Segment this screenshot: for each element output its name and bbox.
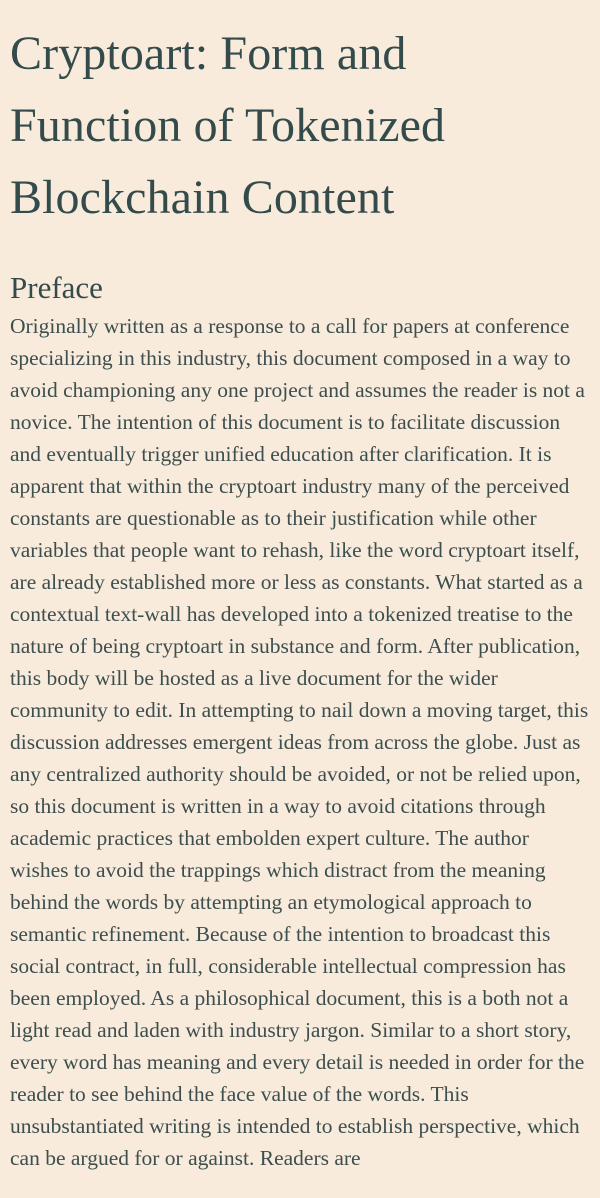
preface-section [10, 268, 590, 1174]
document-title: Cryptoart: Form and Function of Tokenized Blockchain Content [10, 27, 446, 224]
section-heading-preface: Preface [10, 270, 103, 305]
preface-paragraph: Originally written as a response to a call for papers at conference specializing in this industry, this document composed in a way to avoid championing any one project and assumes the reader is not a novice. The intention of this document is to facilitate discussion and eventually trigger unified education after clarification. It is apparent that within the cryptoart industry many of the perceived constants are questionable as to their justification while other variables that people want to rehash, like the word cryptoart itself, are already established more or less as constants. What started as a contextual text-wall has developed into a tokenized treatise to the nature of being cryptoart in substance and form. After publication, this body will be hosted as a live document for the wider community to edit. In attempting to nail down a moving target, this discussion addresses emergent ideas from across the globe. Just as any centralized authority should be avoided, or not be relied upon, so this document is written in a way to avoid citations through academic practices that embolden expert culture. The author wishes to avoid the trappings which distract from the meaning behind the words by attempting an etymological approach to semantic refinement. Because of the intention to broadcast this social contract, in full, considerable intellectual compression has been employed. As a philosophical document, this is a both not a light read and laden with industry jargon. Similar to a short story, every word has meaning and every detail is needed in order for the reader to see behind the face value of the words. This unsubstantiated writing is intended to establish perspective, which can be argued for or against. Readers are [10, 314, 589, 1170]
